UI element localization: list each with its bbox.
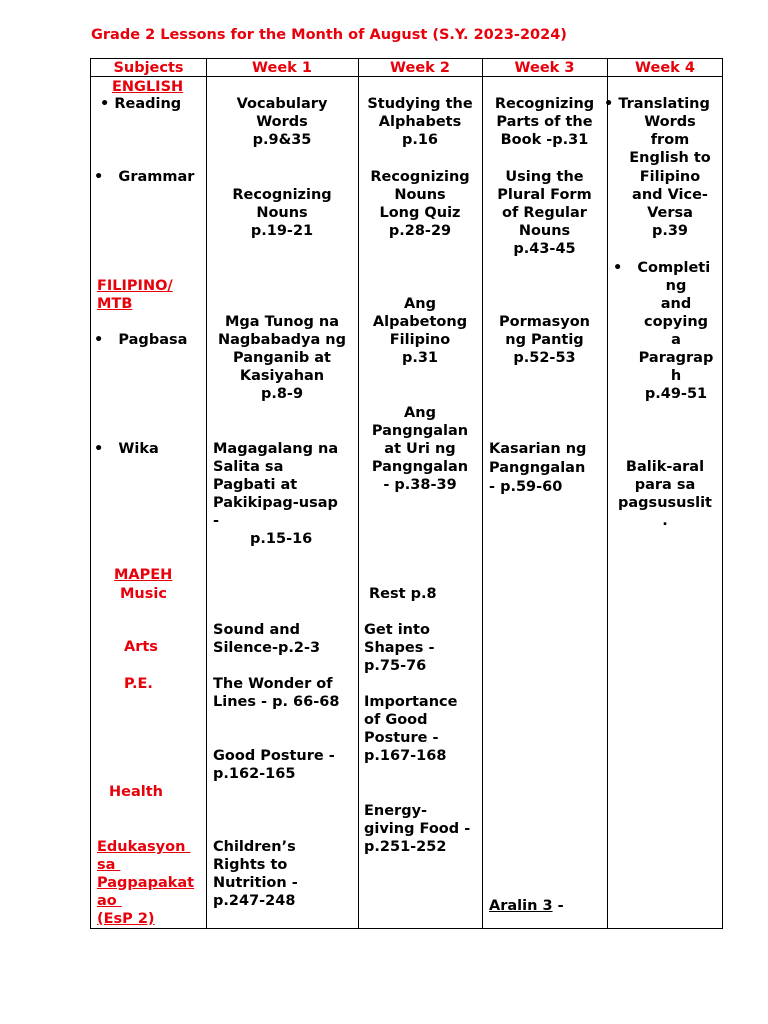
subject-esp: (EsP 2) bbox=[97, 911, 155, 927]
header-subjects: Subjects bbox=[113, 60, 184, 76]
week1-pagbasa-line: Panganib at bbox=[233, 350, 331, 366]
week2-pagbasa-line: Filipino bbox=[389, 332, 451, 348]
week4-completing-line: and bbox=[660, 296, 692, 312]
week1-pagbasa-line: Mga Tunog na bbox=[224, 314, 340, 330]
week4-balik-line: para sa bbox=[634, 477, 696, 493]
header-week-3: Week 3 bbox=[514, 60, 575, 76]
subject-arts: Arts bbox=[124, 639, 158, 655]
week1-pe-line: The Wonder of bbox=[213, 676, 333, 692]
week4-balik-line: Balik-aral bbox=[625, 459, 705, 475]
week4-completing-line: a bbox=[671, 332, 681, 348]
subject-esp: Edukasyon bbox=[97, 839, 191, 855]
week2-wika-line: Ang bbox=[404, 405, 436, 421]
week3-esp-aralin-label: Aralin 3 bbox=[489, 898, 553, 914]
week2-arts-line: Shapes - bbox=[364, 640, 435, 656]
lesson-table bbox=[90, 58, 723, 929]
week3-wika-line: Pangngalan bbox=[489, 460, 586, 476]
week2-reading-line: Studying the bbox=[367, 96, 473, 112]
week3-grammar-line: Nouns bbox=[518, 223, 571, 239]
week3-grammar-line: of Regular bbox=[502, 205, 587, 221]
week3-reading-line: Parts of the bbox=[496, 114, 593, 130]
week4-translating-line: English to bbox=[629, 150, 711, 166]
week3-esp-aralin bbox=[489, 897, 564, 915]
week1-esp-line: Nutrition - bbox=[213, 875, 298, 891]
week1-esp-line: p.247-248 bbox=[213, 893, 296, 909]
week2-arts-line: Get into bbox=[364, 622, 430, 638]
week1-wika-line: Pakikipag-usap bbox=[213, 495, 338, 511]
week1-posture-line: Good Posture - bbox=[213, 748, 335, 764]
week4-completing-line: p.49-51 bbox=[644, 386, 708, 402]
week1-wika-line: Salita sa bbox=[213, 459, 284, 475]
page-title: Grade 2 Lessons for the Month of August (S.Y. 2023-2024) bbox=[91, 27, 567, 43]
week1-wika-line: p.15-16 bbox=[250, 531, 313, 547]
subject-mapeh: MAPEH bbox=[114, 567, 173, 583]
week1-arts-line: Silence-p.2-3 bbox=[213, 640, 321, 656]
subject-music: Music bbox=[120, 586, 167, 602]
week1-posture-line: p.162-165 bbox=[213, 766, 296, 782]
week2-arts-line: p.75-76 bbox=[364, 658, 427, 674]
week1-grammar-line: p.19-21 bbox=[250, 223, 314, 239]
week3-reading-line: Recognizing bbox=[494, 96, 595, 112]
week2-pe-line: p.167-168 bbox=[364, 748, 447, 764]
week4-completing-line: Paragrap bbox=[638, 350, 714, 366]
week4-translating-line: Words bbox=[644, 114, 696, 130]
week2-pe-line: Importance bbox=[364, 694, 458, 710]
week2-music: Rest p.8 bbox=[369, 586, 437, 602]
week2-health-line: giving Food - bbox=[364, 821, 471, 837]
week1-pagbasa-line: Nagbabadya ng bbox=[218, 332, 346, 348]
week2-grammar-line: Recognizing bbox=[370, 169, 470, 185]
week1-wika-line: Magagalang na bbox=[213, 441, 339, 457]
week4-completing-line: • Completi bbox=[613, 260, 711, 276]
week2-reading-line: Alphabets bbox=[378, 114, 462, 130]
subject-esp: sa bbox=[97, 857, 121, 873]
week3-pagbasa-line: ng Pantig bbox=[505, 332, 584, 348]
week3-wika-line: - p.59-60 bbox=[489, 479, 563, 495]
week1-pagbasa-line: Kasiyahan bbox=[239, 368, 325, 384]
week2-grammar-line: Long Quiz bbox=[379, 205, 461, 221]
week2-pagbasa-line: p.31 bbox=[401, 350, 439, 366]
week4-translating-line: • Translating bbox=[604, 96, 710, 112]
week4-completing-line: copying bbox=[643, 314, 709, 330]
subject-pe: P.E. bbox=[124, 676, 153, 692]
subject-filipino: FILIPINO/ bbox=[97, 278, 173, 294]
week4-translating-line: from bbox=[650, 132, 690, 148]
week1-reading-line: p.9&35 bbox=[252, 132, 312, 148]
week1-reading-line: Words bbox=[256, 114, 308, 130]
subject-wika: • Wika bbox=[94, 441, 159, 457]
week2-wika-line: Pangngalan bbox=[371, 423, 469, 439]
week4-translating-line: and Vice- bbox=[632, 187, 708, 203]
week4-translating-line: p.39 bbox=[651, 223, 689, 239]
week2-health-line: Energy- bbox=[364, 803, 428, 819]
week3-pagbasa-line: Pormasyon bbox=[498, 314, 590, 330]
week1-esp-line: Rights to bbox=[213, 857, 288, 873]
week3-reading-line: Book -p.31 bbox=[500, 132, 589, 148]
week2-pagbasa-line: Ang bbox=[404, 296, 436, 312]
subject-reading: • Reading bbox=[100, 96, 182, 112]
week2-wika-line: Pangngalan bbox=[371, 459, 469, 475]
table-bottom-border bbox=[91, 928, 723, 929]
week3-grammar-line: p.43-45 bbox=[513, 241, 576, 257]
week1-grammar-line: Nouns bbox=[256, 205, 308, 221]
subject-esp: ao bbox=[97, 893, 122, 909]
subject-mtb: MTB bbox=[97, 296, 133, 312]
subject-esp: Pagpapakat bbox=[97, 875, 195, 891]
week4-completing-line: ng bbox=[665, 278, 687, 294]
header-week-1: Week 1 bbox=[252, 60, 312, 76]
week4-translating-line: Filipino bbox=[639, 169, 701, 185]
week1-pe-line: Lines - p. 66-68 bbox=[213, 694, 340, 710]
week1-wika-line: - bbox=[213, 513, 220, 529]
week4-completing-line: h bbox=[670, 368, 682, 384]
header-week-2: Week 2 bbox=[390, 60, 450, 76]
subject-pagbasa: • Pagbasa bbox=[94, 332, 188, 348]
week1-esp-line: Children’s bbox=[213, 839, 296, 855]
subject-grammar: • Grammar bbox=[94, 169, 195, 185]
week2-health-line: p.251-252 bbox=[364, 839, 447, 855]
week2-wika-line: at Uri ng bbox=[384, 441, 456, 457]
week3-wika-line: Kasarian ng bbox=[489, 441, 587, 457]
week1-pagbasa-line: p.8-9 bbox=[260, 386, 304, 402]
week3-grammar-line: Using the bbox=[505, 169, 584, 185]
week2-pagbasa-line: Alpabetong bbox=[372, 314, 468, 330]
week2-reading-line: p.16 bbox=[401, 132, 439, 148]
week3-pagbasa-line: p.52-53 bbox=[513, 350, 576, 366]
week1-reading-line: Vocabulary bbox=[236, 96, 328, 112]
week2-pe-line: of Good bbox=[364, 712, 428, 728]
week2-wika-line: - p.38-39 bbox=[383, 477, 457, 493]
subject-health: Health bbox=[109, 784, 163, 800]
week1-grammar-line: Recognizing bbox=[232, 187, 332, 203]
week2-grammar-line: Nouns bbox=[394, 187, 446, 203]
week2-grammar-line: p.28-29 bbox=[388, 223, 452, 239]
week4-balik-line: . bbox=[662, 513, 668, 529]
week3-grammar-line: Plural Form bbox=[497, 187, 592, 203]
week1-arts-line: Sound and bbox=[213, 622, 300, 638]
week2-pe-line: Posture - bbox=[364, 730, 439, 746]
header-week-4: Week 4 bbox=[635, 60, 695, 76]
week1-wika-line: Pagbati at bbox=[213, 477, 298, 493]
week3-esp-aralin-suffix: - bbox=[552, 898, 564, 914]
week4-balik-line: pagsususlit bbox=[618, 495, 712, 511]
week4-translating-line: Versa bbox=[647, 205, 693, 221]
subject-english: ENGLISH bbox=[112, 79, 184, 95]
